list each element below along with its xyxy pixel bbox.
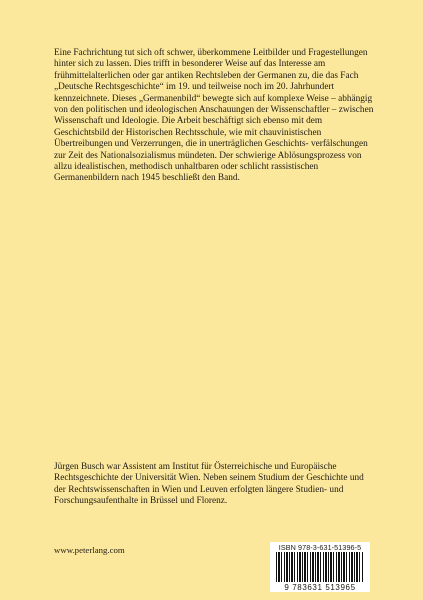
book-description: Eine Fachrichtung tut sich oft schwer, überkommene Leitbilder und Fragestellungen hinter sich zu lassen. Dies trifft in besonderer Weise auf das Interesse am frühmittelalterlichen oder gar antiken Rechtsleben der Germanen zu, die das Fach „Deutsche Rechtsgeschichte“ im 19. und teilweise noch im 20. Jahrhundert kennzeichnete. Dieses „Germanenbild“ bewegte sich auf komplexe Weise – abhängig von den politischen und ideologischen Anschauungen der Wissenschaftler – zwischen Wissenschaft und Ideologie. Die Arbeit beschäftigt sich ebenso mit dem Geschichtsbild der Historischen Rechtsschule, wie mit chauvinistischen Übertreibungen und Verzerrungen, die in unerträglichen Geschichts- verfälschungen zur Zeit des Nationalsozialismus mündeten. Der schwierige Ablösungsprozess von allzu idealistischen, methodisch unhaltbaren oder schlicht rassistischen Germanenbildern nach 1945 beschließt den Band. — [54, 48, 374, 184]
ean-digits: 9 783631 513965 — [270, 583, 370, 592]
isbn-barcode — [270, 542, 370, 592]
isbn-label: ISBN 978-3-631-51396-5 — [278, 543, 362, 552]
publisher-url[interactable]: www.peterlang.com — [54, 545, 125, 555]
author-biography: Jürgen Busch war Assistent am Institut für Österreichische und Europäische Rechtsgeschichte der Universität Wien. Neben seinem Studium der Geschichte und der Rechtswissenschaften in Wien und Leuven erfolgten längere Studien- und Forschungsaufenthalte in Brüssel und Florenz. — [54, 462, 364, 507]
barcode-bars — [276, 552, 364, 582]
